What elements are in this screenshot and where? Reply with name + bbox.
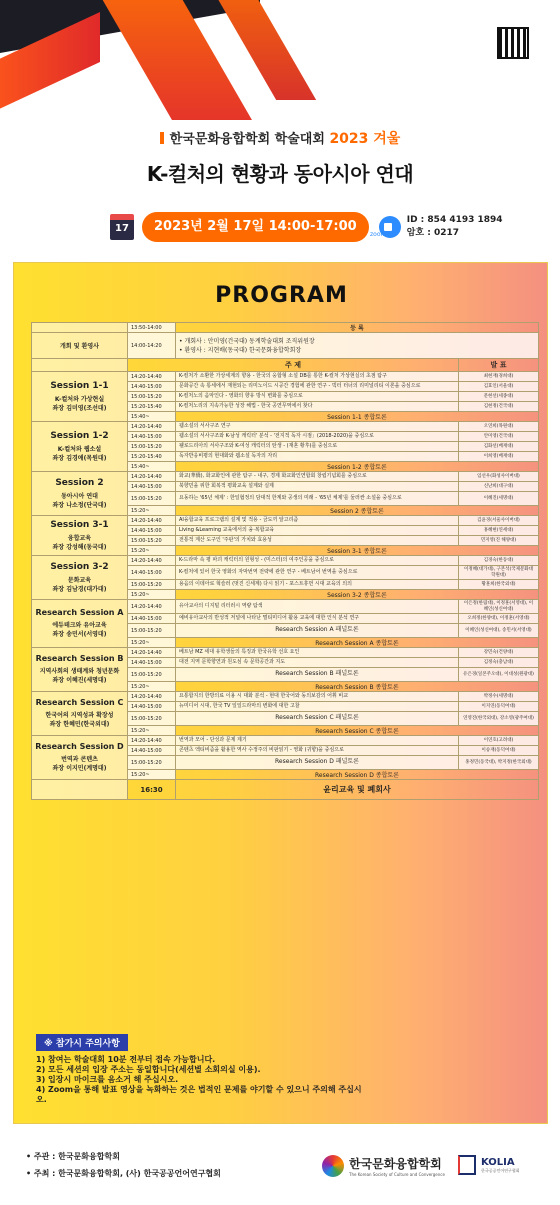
reg-label: 등 록 [176,323,539,333]
closing-time: 16:30 [128,780,176,800]
session-chair: 좌장 강성해(동국대) [52,543,107,551]
talk-topic: Living &Learning 교육에서의 융·복합교육 [176,526,459,536]
closing-label: 윤리교육 및 폐회사 [176,780,539,800]
session-label-cell [32,648,128,692]
session-name: Session 1-2 [50,430,109,441]
session-desc: 문화교육 [67,576,92,584]
talk-presenter: 최현재(경희대) [459,372,539,382]
session-name: Research Session B [35,654,124,663]
talk-topic: 문화공간 속 통세에서 재현되는 리미노이드 시공간 경험에 관한 연구 - 빅터 터너의 리미널리티 이론을 중심으로 [176,382,459,392]
session-desc: 번역과 콘텐츠 [61,756,98,763]
discussion-time: 15:20~ [128,546,176,556]
discussion-label: Session 1-2 종합토론 [176,462,539,472]
table-row [32,600,539,614]
talk-presenter: 김효인(서울대) [459,382,539,392]
talk-presenter: 오연희(목원대) [459,422,539,432]
talk-presenter: 이연호(고려대) [459,736,539,746]
opening-content [176,333,539,359]
session-chair: 좌장 이지민(계명대) [52,765,107,772]
zoom-password: 암호 : 0217 [406,228,460,238]
talk-time: 15:00-15:20 [128,624,176,638]
talk-time: 14:20-14:40 [128,556,176,566]
talk-presenter: 김경숙(한동대) [459,556,539,566]
table-row [32,516,539,526]
session-label-cell [32,692,128,736]
session-label-cell [32,556,128,600]
presenter-header: 발 표 [459,359,539,372]
session-label-cell [32,422,128,472]
discussion-time: 15:20~ [128,506,176,516]
talk-topic: 유아교사의 디지털 리터러시 역량 탐색 [176,600,459,614]
discussion-label: Research Session B 종합토론 [176,682,539,692]
closing-row [32,780,539,800]
kolia-logo-icon [458,1155,476,1175]
talk-time: 14:20-14:40 [128,472,176,482]
session-name: Session 2 [55,477,104,488]
talk-time: 14:40-15:00 [128,482,176,492]
kscc-logo-english: The Korean Society of Culture and Convergence [349,1172,445,1177]
session-desc: 융합교육 [67,534,92,542]
registration-row [32,323,539,333]
talk-time: 15:20-15:40 [128,402,176,412]
discussion-label: Research Session A 종합토론 [176,638,539,648]
opening-row [32,333,539,359]
talk-topic: Research Session A 패널토론 [176,624,459,638]
session-desc: K-컬처와 웹소설 [57,445,102,453]
session-name: Research Session A [35,608,124,617]
page-title: K-컬처의 현황과 동아시아 연대 [146,162,414,186]
notice-item: 4) Zoom을 통해 발표 영상을 녹화하는 것은 법적인 문제를 야기할 수 있으니 주의해 주십시오. [36,1085,362,1104]
talk-time: 14:40-15:00 [128,432,176,442]
talk-topic: 예비유아교사의 반성적 저널에 나타난 멀티미디어 활용 교육에 대한 인식 분석 연구 [176,614,459,624]
notice-list [36,1055,366,1105]
discussion-time: 15:20~ [128,682,176,692]
discussion-label: Research Session D 종합토론 [176,770,539,780]
talk-time: 15:00-15:20 [128,712,176,726]
kolia-logo-sub: 한국공공언어연구협회 [481,1167,520,1173]
session-desc: 지역사회의 생태계와 청년문화 [39,668,120,675]
reg-label-cell [32,323,128,333]
event-info [110,211,503,243]
closing-blank [32,780,128,800]
talk-topic: 독자반응비평의 현대화와 웹소설 독자의 자리 [176,452,459,462]
talk-time: 14:40-15:00 [128,382,176,392]
talk-topic: Research Session D 패널토론 [176,756,459,770]
zoom-credentials [407,214,503,240]
discussion-time: 15:20~ [128,770,176,780]
opening-time: 14:00-14:20 [128,333,176,359]
topic-header: 주 제 [128,359,459,372]
talk-topic: 뉴미디어 시대, 한국 TV 일일드라마의 변화에 대한 고찰 [176,702,459,712]
table-row [32,648,539,658]
host-line: • 주관 : 한국문화융합학회 [26,1152,120,1161]
talk-presenter: 이지연(동덕여대) [459,702,539,712]
talk-time: 15:20-15:40 [128,452,176,462]
discussion-time: 15:40~ [128,462,176,472]
session-chair: 좌장 김남경(대가대) [52,585,107,593]
kscc-logo-icon [322,1155,344,1177]
calendar-icon: 17 [110,214,134,240]
opening-line: • 개회사 : 안미영(건국대) 동계학술대회 조직위원장 [179,337,315,345]
talk-presenter: 문현선(세종대) [459,392,539,402]
talk-topic: 번역과 모어 - 단성과 문제 제기 [176,736,459,746]
opening-label: 개회 및 환영사 [32,333,128,359]
kscc-logo [322,1155,445,1177]
table-row [32,736,539,746]
qr-code-icon[interactable] [497,27,529,59]
talk-topic: 용음의 이데아로 혁슬러 (멋진 신세계) 다시 읽기 - 포스트휴먼 시대 교육의 의의 [176,580,459,590]
session-label-cell [32,736,128,780]
talk-topic: 요동하는 '65년 체제' : 한일협정의 담대적 한계와 공생의 미래 - '65년 체제'를 둘러싼 소설을 중심으로 [176,492,459,506]
talk-time: 15:00-15:20 [128,492,176,506]
session-desc: K-컬처와 가상현실 [54,395,105,403]
talk-topic: 웹소설의 서사구조와 K-남성 캐릭터' 분석 - '전지적 독자 시점」(2018-2020)을 중심으로 [176,432,459,442]
talk-presenter: 김정숙(충남대) [459,658,539,668]
talk-time: 15:00-15:20 [128,756,176,770]
opening-line: • 환영사 : 지현배(동국대) 한국문화융합학회장 [179,346,302,354]
notice-item: 3) 입장시 마이크를 음소거 해 주십시오. [36,1075,179,1084]
talk-presenter: 홍혜현(연세대) [459,526,539,536]
talk-presenter: 이혜진(세명대) [459,492,539,506]
talk-topic: 웹소설의 서사구조 연구 [176,422,459,432]
notice-item: 1) 참여는 학술대회 10분 전부터 접속 가능합니다. [36,1055,216,1064]
top-decoration [0,0,560,130]
session-label-cell [32,516,128,556]
notice-title: ※ 참가시 주의사항 [36,1034,128,1051]
talk-time: 15:00-15:20 [128,442,176,452]
conference-name: 한국문화융합학회 학술대회 2023 겨울 [0,128,560,148]
talk-time: 15:00-15:20 [128,536,176,546]
session-label-cell [32,372,128,422]
discussion-label: Session 3-1 종합토론 [176,546,539,556]
footer-organizers [26,1148,221,1182]
talk-topic: 요통합지의 한방의료 이용 시 대화 분석 - 현대 한국어와 동의보감의 어휘 비교 [176,692,459,702]
program-panel [13,262,548,1124]
header-blank [32,359,128,372]
session-chair: 좌장 한혜민(한국외대) [49,721,110,728]
talk-time: 14:20-14:40 [128,516,176,526]
talk-topic: AI융합교육 프로그램의 설계 및 적용 - 금도끼 알고리즘 [176,516,459,526]
zoom-id: ID : 854 4193 1894 [406,215,503,225]
session-name: Session 3-1 [50,519,109,530]
session-name: Session 3-2 [50,561,109,572]
talk-topic: K-컬처에 있어 한국 영화의 자막번역 전략에 관한 연구 - 베트남어 번역을 중심으로 [176,566,459,580]
talk-time: 14:40-15:00 [128,658,176,668]
talk-time: 14:40-15:00 [128,614,176,624]
discussion-label: Session 2 종합토론 [176,506,539,516]
talk-time: 14:20-14:40 [128,422,176,432]
discussion-time: 15:20~ [128,726,176,736]
session-chair: 좌장 나소정(단국대) [52,501,107,509]
session-desc: 한국어의 지역성과 확장성 [45,712,114,719]
notice-box [36,1031,366,1105]
table-row [32,692,539,702]
table-row [32,422,539,432]
talk-topic: 북향민을 위한 회복적 평화교육 설계와 실제 [176,482,459,492]
program-table [31,322,539,800]
talk-time: 14:40-15:00 [128,526,176,536]
discussion-label: Research Session C 종합토론 [176,726,539,736]
talk-topic: K-컬처가 소환한 가상세계의 향용 - 한국의 웅합형 소설 DB를 통한 K-컬처 가상현실의 초점 탐구 [176,372,459,382]
talk-presenter: 강민숙(건양대) [459,648,539,658]
kolia-logo-name: KOLIA [481,1156,515,1168]
table-row [32,472,539,482]
talk-topic: 전통적 계산 도구인 '주판'의 가치와 효용성 [176,536,459,546]
talk-presenter: 김화선(배재대) [459,442,539,452]
talk-time: 14:40-15:00 [128,702,176,712]
talk-time: 15:00-15:20 [128,580,176,590]
topic-header-row [32,359,539,372]
table-row [32,556,539,566]
session-desc: 에듀테크와 유아교육 [52,622,107,629]
session-name: Research Session D [35,742,124,751]
talk-time: 14:20-14:40 [128,736,176,746]
talk-presenter: 이승재(동덕여대) [459,746,539,756]
talk-presenter: 김윤경(서울사이버대) [459,516,539,526]
talk-presenter: 민지영(진 해양대) [459,536,539,546]
kolia-logo [458,1155,520,1175]
event-date: 2023년 2월 17일 14:00-17:00 [142,212,369,242]
talk-presenter: 임선우(화성사이버대) [459,472,539,482]
table-row [32,372,539,382]
talk-time: 15:00-15:20 [128,392,176,402]
reg-time: 13:50-14:00 [128,323,176,333]
talk-presenter: 이희영(배재대) [459,452,539,462]
discussion-time: 15:40~ [128,412,176,422]
session-name: Research Session C [35,698,124,707]
talk-time: 14:40-15:00 [128,746,176,756]
session-chair: 좌장 이혜진(세명대) [52,677,107,684]
talk-topic: 콘텐츠 엑티비즘을 활용한 역사 수정주의 비판읽기 - 영화 (귀향)을 중심으로 [176,746,459,756]
talk-time: 14:20-14:40 [128,600,176,614]
session-name: Session 1-1 [50,380,109,391]
discussion-label: Session 1-1 종합토론 [176,412,539,422]
talk-time: 14:20-14:40 [128,372,176,382]
session-label-cell [32,472,128,516]
talk-presenter: 안미영(건국대) [459,432,539,442]
notice-item: 2) 모든 세션의 입장 주소는 동일합니다(세션별 소회의실 이용). [36,1065,261,1074]
talk-topic: K-드라마 속 평 파괴 캐릭터의 원형성 - (미스터)의 여주인공을 중심으로 [176,556,459,566]
session-label-cell [32,600,128,648]
talk-topic: 대전 지역 문학향연과 원도심 속 문학공간과 지도 [176,658,459,668]
talk-presenter: 이정혜(대가대), 구본석(국제문화대학원대) [459,566,539,580]
talk-time: 14:20-14:40 [128,648,176,658]
talk-time: 14:20-14:40 [128,692,176,702]
talk-presenter: 연영진(한국외대), 강소영(광주여대) [459,712,539,726]
talk-topic: Research Session C 패널토론 [176,712,459,726]
discussion-label: Session 3-2 종합토론 [176,590,539,600]
talk-presenter: 이혜인(성신여대), 송민서(서영대) [459,624,539,638]
session-chair: 좌장 김미영(조선대) [52,404,107,412]
talk-topic: Research Session B 패널토론 [176,668,459,682]
session-desc: 동아시아 연대 [61,492,98,500]
talk-time: 15:00-15:20 [128,668,176,682]
talk-presenter: 홍정민(동국대), 박지정(한국외대) [459,756,539,770]
organizer-line: • 주최 : 한국문화융합학회, (사) 한국공공언어연구협회 [26,1169,221,1178]
program-title: PROGRAM [215,283,348,308]
talk-presenter: 유은경(일본주오대), 이대성(원광대) [459,668,539,682]
talk-presenter: 오희정(한양대), 이정훈(서영대) [459,614,539,624]
talk-presenter: 신난희(대구대) [459,482,539,492]
session-chair: 좌장 김경애(목원대) [52,454,107,462]
talk-topic: K-컬처노의 음악인다 - 영화의 향유 방식 변화를 중심으로 [176,392,459,402]
talk-topic: 베트남 MZ 세대 유학생들의 특징과 한국유학 선호 요인 [176,648,459,658]
session-chair: 좌장 송민서(서영대) [52,631,107,638]
zoom-label: zoom [370,231,387,238]
talk-topic: 웰로드리아의 서사구조와 K-여성 캐릭터의 탄생 - (재혼 황후)를 중심으로 [176,442,459,452]
talk-presenter: 박정수(세명대) [459,692,539,702]
header [0,128,560,187]
talk-presenter: 김현정(건국대) [459,402,539,412]
talk-presenter: 이은정(한림대), 이정훈(서영대), 이혜인(성신여대) [459,600,539,614]
kscc-logo-name: 한국문화융합학회 [349,1157,442,1171]
talk-topic: 화교(華僑), 화교화인에 관한 탐구 - 내구, 경제 화교화인연합회 창립기념회를 중심으로 [176,472,459,482]
talk-topic: K-컬처노리의 지속가능한 성장 해법 - 한국 공연무역에서 찾다 [176,402,459,412]
discussion-time: 15:20~ [128,590,176,600]
talk-time: 14:40-15:00 [128,566,176,580]
talk-presenter: 황훈희(한국외대) [459,580,539,590]
discussion-time: 15:20~ [128,638,176,648]
